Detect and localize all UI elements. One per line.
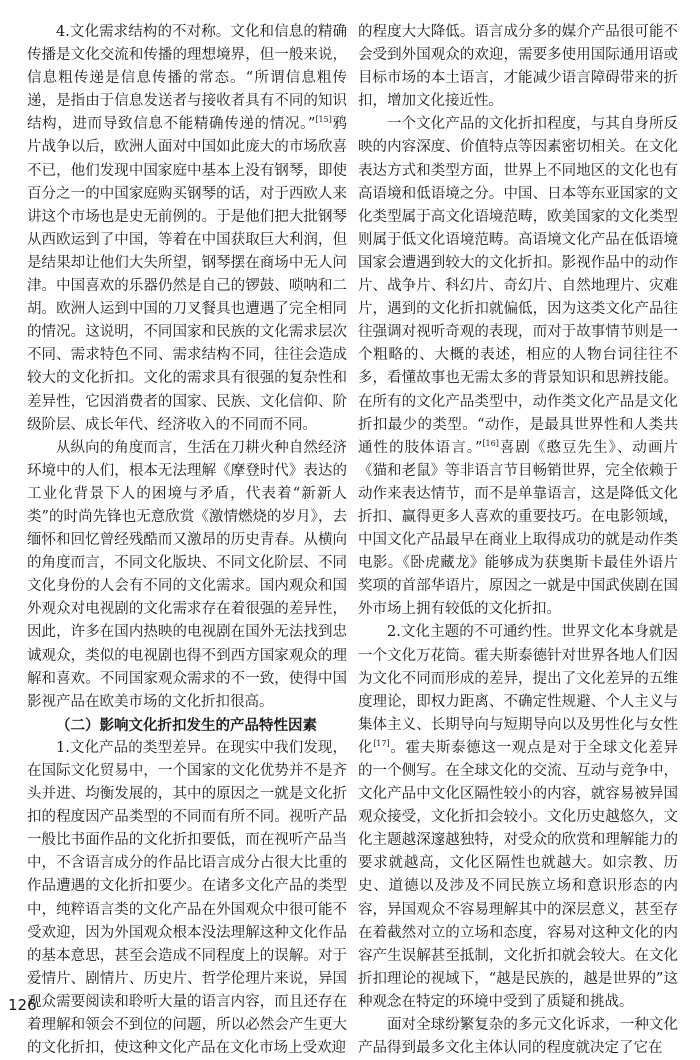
paragraph-vertical-horizontal: 从纵向的角度而言，生活在刀耕火种自然经济环境中的人们，根本无法理解《摩登时代》表达的工业化背景下人的困境与矛盾，代表着“新新人类”的时尚先锋也无意欣赏《激情燃烧的岁月》，去缅怀和回忆曾经残酷而又激昂的历史青春。从横向的角度而言，不同文化版块、不同文化阶层、不同文化身份的人会有不同的文化需求。国内观众和国外观众对电视剧的文化需求存在着很强的差异性，因此，许多在国内热映的电视剧在国外无法找到忠诚观众，类似的电视剧也得不到西方国家观众的理解和喜欢。不同国家观众需求的不一致，使得中国影视产品在欧美市场的文化折扣很高。 xyxy=(27,439,347,710)
citation-ref: [17] xyxy=(373,739,390,749)
paragraph-text: 喜剧《憨豆先生》、动画片《猫和老鼠》等非语言节目畅销世界，完全依赖于动作来表达情节，而不是单靠语言，这是降低文化折扣、赢得更多人喜欢的重要技巧。在电影领域，中国文化产品最早在商业上取得成功的就是动作类电影。《卧虎藏龙》能够成为获奥斯卡最佳外语片奖项的首部华语片，原因之一就是中国武侠剧在国外市场上拥有较低的文化折扣。 xyxy=(358,439,679,618)
paragraph-cultural-demand-asymmetry xyxy=(27,21,347,437)
paragraph-text: 。霍夫斯泰德这一观点是对于全球文化差异的一个侧写。在全球文化的交流、互动与竞争中，文化产品中文化区隔性较小的内容，就容易被异国观众接受，文化折扣会较小。文化历史越悠久，文化主题越深邃越独特，对受众的欣赏和理解能力的要求就越高，文化区隔性也就越大。如宗教、历史、道德以及涉及不同民族立场和意识形态的内容，异国观众不容易理解其中的深层意义，甚至存在着截然对立的立场和态度，容易对这种文化的内容产生误解甚至抵制，文化折扣就会较大。在文化折扣理论的视域下，“越是民族的，越是世界的”这种观念在特定的环境中受到了质疑和挑战。 xyxy=(358,739,679,1010)
paragraph-text: 2.文化主题的不可通约性。世界文化本身就是一个文化万花筒。霍夫斯泰德针对世界各地人们因为文化不同而形成的差异，提出了文化差异的五维度理论，即权力距离、不确定性规避、个人主义与集体主义、长期导向与短期导向以及男性化与女性化 xyxy=(358,624,678,756)
paragraph-product-type-difference: 1.文化产品的类型差异。在现实中我们发现，在国际文化贸易中，一个国家的文化优势并不是齐头并进、均衡发展的，其中的原因之一就是文化折扣的程度因产品类型的不同而有所不同。视听产品一般比书面作品的文化折扣要低，而在视听产品当中，不含语言成分的作品比语言成分占很大比重的作品遭遇的文化折扣要少。在诸多文化产品的类型中，纯粹语言类的文化产品在外国观众中很可能不受欢迎，因为外国观众根本没法理解这种文化作品的基本意思，甚至会造成不同程度上的误解。对于爱情片、剧情片、历史片、哲学伦理片来说，异国观众需要阅读和聆听大量的语言内容，而且还存在着理解和领会不到位的问题，所以必然会产生更大的文化折扣，使这种文化产品在文化市场上受欢迎 xyxy=(27,739,347,1057)
page-number: 126 xyxy=(8,996,37,1014)
paragraph-multicultural-demands: 面对全球纷繁复杂的多元文化诉求，一种文化产品得到最多文化主体认同的程度就决定了它在 xyxy=(358,1017,678,1057)
citation-ref: [15] xyxy=(315,115,332,125)
paragraph-theme-incommensurability xyxy=(358,621,678,1014)
paragraph-continued: 的程度大大降低。语言成分多的媒介产品很可能不会受到外国观众的欢迎，需要多使用国际通用语或目标市场的本土语言，才能减少语言障碍带来的折扣，增加文化接近性。 xyxy=(358,24,678,110)
paragraph-text: 一个文化产品的文化折扣程度，与其自身所反映的内容深度、价值特点等因素密切相关。在文化表达方式和类型方面，世界上不同地区的文化也有高语境和低语境之分。中国、日本等东亚国家的文化类型属于高文化语境范畴，欧美国家的文化类型则属于低文化语境范畴。高语境文化产品在低语境国家会遭遇到较大的文化折扣。影视作品中的动作片、战争片、科幻片、奇幻片、自然地理片、灾难片，遇到的文化折扣就偏低，因为这类文化产品往往强调对视听奇观的表现，而对于故事情节则是一个粗略的、大概的表述，相应的人物台词往往不多，看懂故事也无需太多的背景知识和思辨技能。在所有的文化产品类型中，动作类文化产品是文化折扣最少的类型。“动作，是最具世界性和人类共通性的肢体语言。” xyxy=(358,116,678,456)
paragraph-text: 4.文化需求结构的不对称。文化和信息的精确传播是文化交流和传播的理想境界，但一般来说，信息粗传递是信息传播的常态。“所谓信息粗传递，是指由于信息发送者与接收者具有不同的知识结构，进而导致信息不能精确传递的情况。” xyxy=(27,24,347,133)
paragraph-text: 鸦片战争以后，欧洲人面对中国如此庞大的市场欣喜不已，他们发现中国家庭中基本上没有钢琴，即使百分之一的中国家庭购买钢琴的话，对于西欧人来讲这个市场也是史无前例的。于是他们把大批钢琴从西欧运到了中国，等着在中国获取巨大利润，但是结果却让他们大失所望，钢琴摆在商场中无人问津。中国喜欢的乐器仍然是自己的锣鼓、唢呐和二胡。欧洲人运到中国的刀叉餐具也遭遇了完全相同的情况。这说明，不同国家和民族的文化需求层次不同、需求特色不同、需求结构不同，往往会造成较大的文化折扣。文化的需求具有很强的复杂性和差异性，它因消费者的国家、民族、文化信仰、阶级阶层、成长年代、经济收入的不同而不同。 xyxy=(27,116,347,433)
citation-ref: [16] xyxy=(482,438,499,448)
left-column xyxy=(27,21,347,1060)
right-column xyxy=(358,21,678,1060)
section-heading: （二）影响文化折扣发生的产品特性因素 xyxy=(56,716,317,734)
paragraph-context-culture xyxy=(358,113,678,621)
